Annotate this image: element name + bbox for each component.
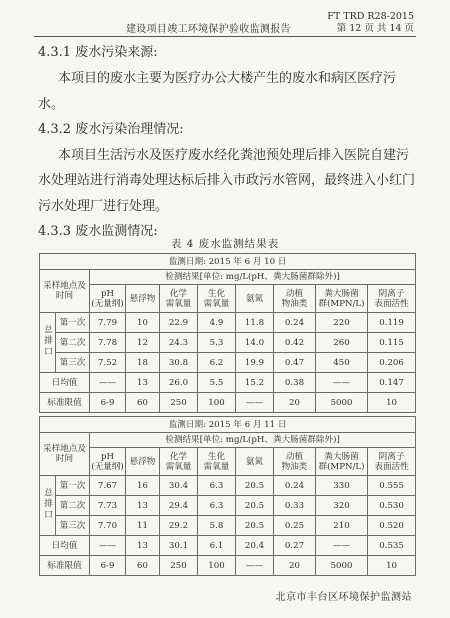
table-cell: 11 [126,516,160,536]
col-header-oil: 动植 物油类 [274,285,316,313]
wastewater-table-day1 [39,253,416,413]
table-cell: 5.3 [198,333,236,353]
table-row [40,353,416,373]
row-label: 第一次 [56,313,90,333]
table-cell: —— [316,536,368,556]
row-label: 第三次 [56,516,90,536]
table-cell: 20.4 [236,536,274,556]
section-4-3-2-text-line3: 污水处理厂进行处理。 [38,199,169,214]
table-cell: 10 [368,393,416,413]
table-cell: 6.1 [198,536,236,556]
table-cell: 15.2 [236,373,274,393]
table-cell: 4.9 [198,313,236,333]
standard-limit-row [40,393,416,413]
col-header-bod: 生化 需氧量 [198,448,236,476]
row-label: 标准限值 [40,556,90,576]
sampling-header: 采样地点及时间 [40,433,90,476]
outfall-label: 总排口 [40,476,56,536]
table-cell: 13 [126,373,160,393]
col-header-cod: 化学 需氧量 [160,448,198,476]
table-cell: 0.42 [274,333,316,353]
table-cell: 20.5 [236,476,274,496]
footer-organization: 北京市丰台区环境保护监测站 [275,592,412,603]
table-cell: 60 [126,393,160,413]
table-cell: 7.73 [90,496,126,516]
table-cell: 220 [316,313,368,333]
table-cell: 0.115 [368,333,416,353]
table-cell: 100 [198,393,236,413]
table-cell: 210 [316,516,368,536]
table-cell: 0.535 [368,536,416,556]
row-label: 第一次 [56,476,90,496]
table-cell: 29.2 [160,516,198,536]
col-header-ph: pH (无量纲) [90,448,126,476]
table-cell: 320 [316,496,368,516]
table-cell: 13 [126,496,160,516]
section-4-3-1-title: 4.3.1 废水污染来源: [38,45,158,60]
page-header-title: 建设项目竣工环境保护验收监测报告 [126,24,291,35]
table-cell: 10 [368,556,416,576]
col-header-surfactant: 阴离子 表面活性 [368,448,416,476]
table-cell: 7.52 [90,353,126,373]
table-cell: 10 [126,313,160,333]
table-cell: 0.47 [274,353,316,373]
col-header-ss: 悬浮物 [126,285,160,313]
section-4-3-2-text-line1: 本项目生活污水及医疗废水经化粪池预处理后排入医院自建污 [58,148,410,163]
daily-average-row [40,373,416,393]
row-label: 第二次 [56,333,90,353]
table-cell: 100 [198,556,236,576]
table-cell: 6.2 [198,353,236,373]
col-header-ammonia: 氨氮 [236,448,274,476]
table-cell: 24.3 [160,333,198,353]
table-cell: —— [90,536,126,556]
table-cell: 0.206 [368,353,416,373]
table-cell: 0.27 [274,536,316,556]
table-cell: 0.555 [368,476,416,496]
table-cell: 450 [316,353,368,373]
table-cell: 6-9 [90,556,126,576]
section-4-3-2-title: 4.3.2 废水污染治理情况: [38,122,184,137]
result-unit-header: 检测结果[单位: mg/L(pH、粪大肠菌群除外)] [90,270,416,285]
table-cell: 0.147 [368,373,416,393]
col-header-ph: pH (无量纲) [90,285,126,313]
table-cell: 250 [160,556,198,576]
table-cell: 29.4 [160,496,198,516]
table-cell: 6-9 [90,393,126,413]
col-header-ammonia: 氨氮 [236,285,274,313]
table-cell: 0.38 [274,373,316,393]
table-cell: 20.5 [236,516,274,536]
section-4-3-1-text-line2: 水。 [38,97,65,112]
table-cell: 0.520 [368,516,416,536]
table-row [40,476,416,496]
table-cell: 30.8 [160,353,198,373]
section-4-3-1-text-line1: 本项目的废水主要为医疗办公大楼产生的废水和病区医疗污 [58,71,397,86]
table-cell: 0.33 [274,496,316,516]
col-header-surfactant: 阴离子 表面活性 [368,285,416,313]
table-row [40,496,416,516]
col-header-bod: 生化 需氧量 [198,285,236,313]
monitoring-date: 监测日期: 2015 年 6 月 10 日 [40,254,416,270]
standard-limit-row [40,556,416,576]
table-row [40,516,416,536]
outfall-label: 总排口 [40,313,56,373]
col-header-coliform: 粪大肠菌 群(MPN/L) [316,285,368,313]
table-cell: 0.119 [368,313,416,333]
col-header-coliform: 粪大肠菌 群(MPN/L) [316,448,368,476]
table-cell: 19.9 [236,353,274,373]
table-cell: 7.67 [90,476,126,496]
table-cell: —— [316,373,368,393]
table-cell: 60 [126,556,160,576]
table-cell: —— [236,556,274,576]
table-caption: 表 4 废水监测结果表 [170,238,280,250]
table-cell: 0.24 [274,476,316,496]
table-cell: 7.78 [90,333,126,353]
col-header-oil: 动植 物油类 [274,448,316,476]
table-cell: 5.5 [198,373,236,393]
table-cell: 18 [126,353,160,373]
monitoring-date: 监测日期: 2015 年 6 月 11 日 [40,417,416,433]
row-label: 第二次 [56,496,90,516]
sampling-header: 采样地点及时间 [40,270,90,313]
table-cell: 22.9 [160,313,198,333]
table-cell: 13 [126,536,160,556]
table-cell: 6.3 [198,496,236,516]
table-cell: 7.79 [90,313,126,333]
header-divider [34,36,416,37]
table-cell: 20 [274,393,316,413]
table-cell: 6.3 [198,476,236,496]
row-label: 第三次 [56,353,90,373]
daily-average-row [40,536,416,556]
table-cell: 26.0 [160,373,198,393]
section-4-3-2-text-line2: 水处理站进行消毒处理达标后排入市政污水管网，最终进入小红门 [38,173,416,188]
col-header-ss: 悬浮物 [126,448,160,476]
wastewater-table-day2 [39,416,416,576]
table-cell: 5000 [316,556,368,576]
table-cell: 20.5 [236,496,274,516]
row-label: 标准限值 [40,393,90,413]
section-4-3-3-title: 4.3.3 废水监测情况: [38,224,158,239]
page-number: 第 12 页 共 14 页 [336,23,414,34]
document-code: FT TRD R28-2015 [327,11,414,22]
table-cell: 5.8 [198,516,236,536]
table-cell: 330 [316,476,368,496]
table-cell: 30.4 [160,476,198,496]
table-cell: 0.530 [368,496,416,516]
table-cell: 12 [126,333,160,353]
result-unit-header: 检测结果[单位: mg/L(pH、粪大肠菌群除外)] [90,433,416,448]
table-cell: 20 [274,556,316,576]
page-header-meta [327,11,414,35]
table-cell: —— [90,373,126,393]
row-label: 日均值 [40,373,90,393]
table-cell: 30.1 [160,536,198,556]
table-cell: 0.24 [274,313,316,333]
table-row [40,333,416,353]
table-cell: 11.8 [236,313,274,333]
table-cell: 250 [160,393,198,413]
table-cell: 16 [126,476,160,496]
table-cell: 14.0 [236,333,274,353]
table-cell: 7.70 [90,516,126,536]
table-cell: 260 [316,333,368,353]
col-header-cod: 化学 需氧量 [160,285,198,313]
table-cell: 5000 [316,393,368,413]
table-cell: —— [236,393,274,413]
table-row [40,313,416,333]
table-cell: 0.25 [274,516,316,536]
row-label: 日均值 [40,536,90,556]
